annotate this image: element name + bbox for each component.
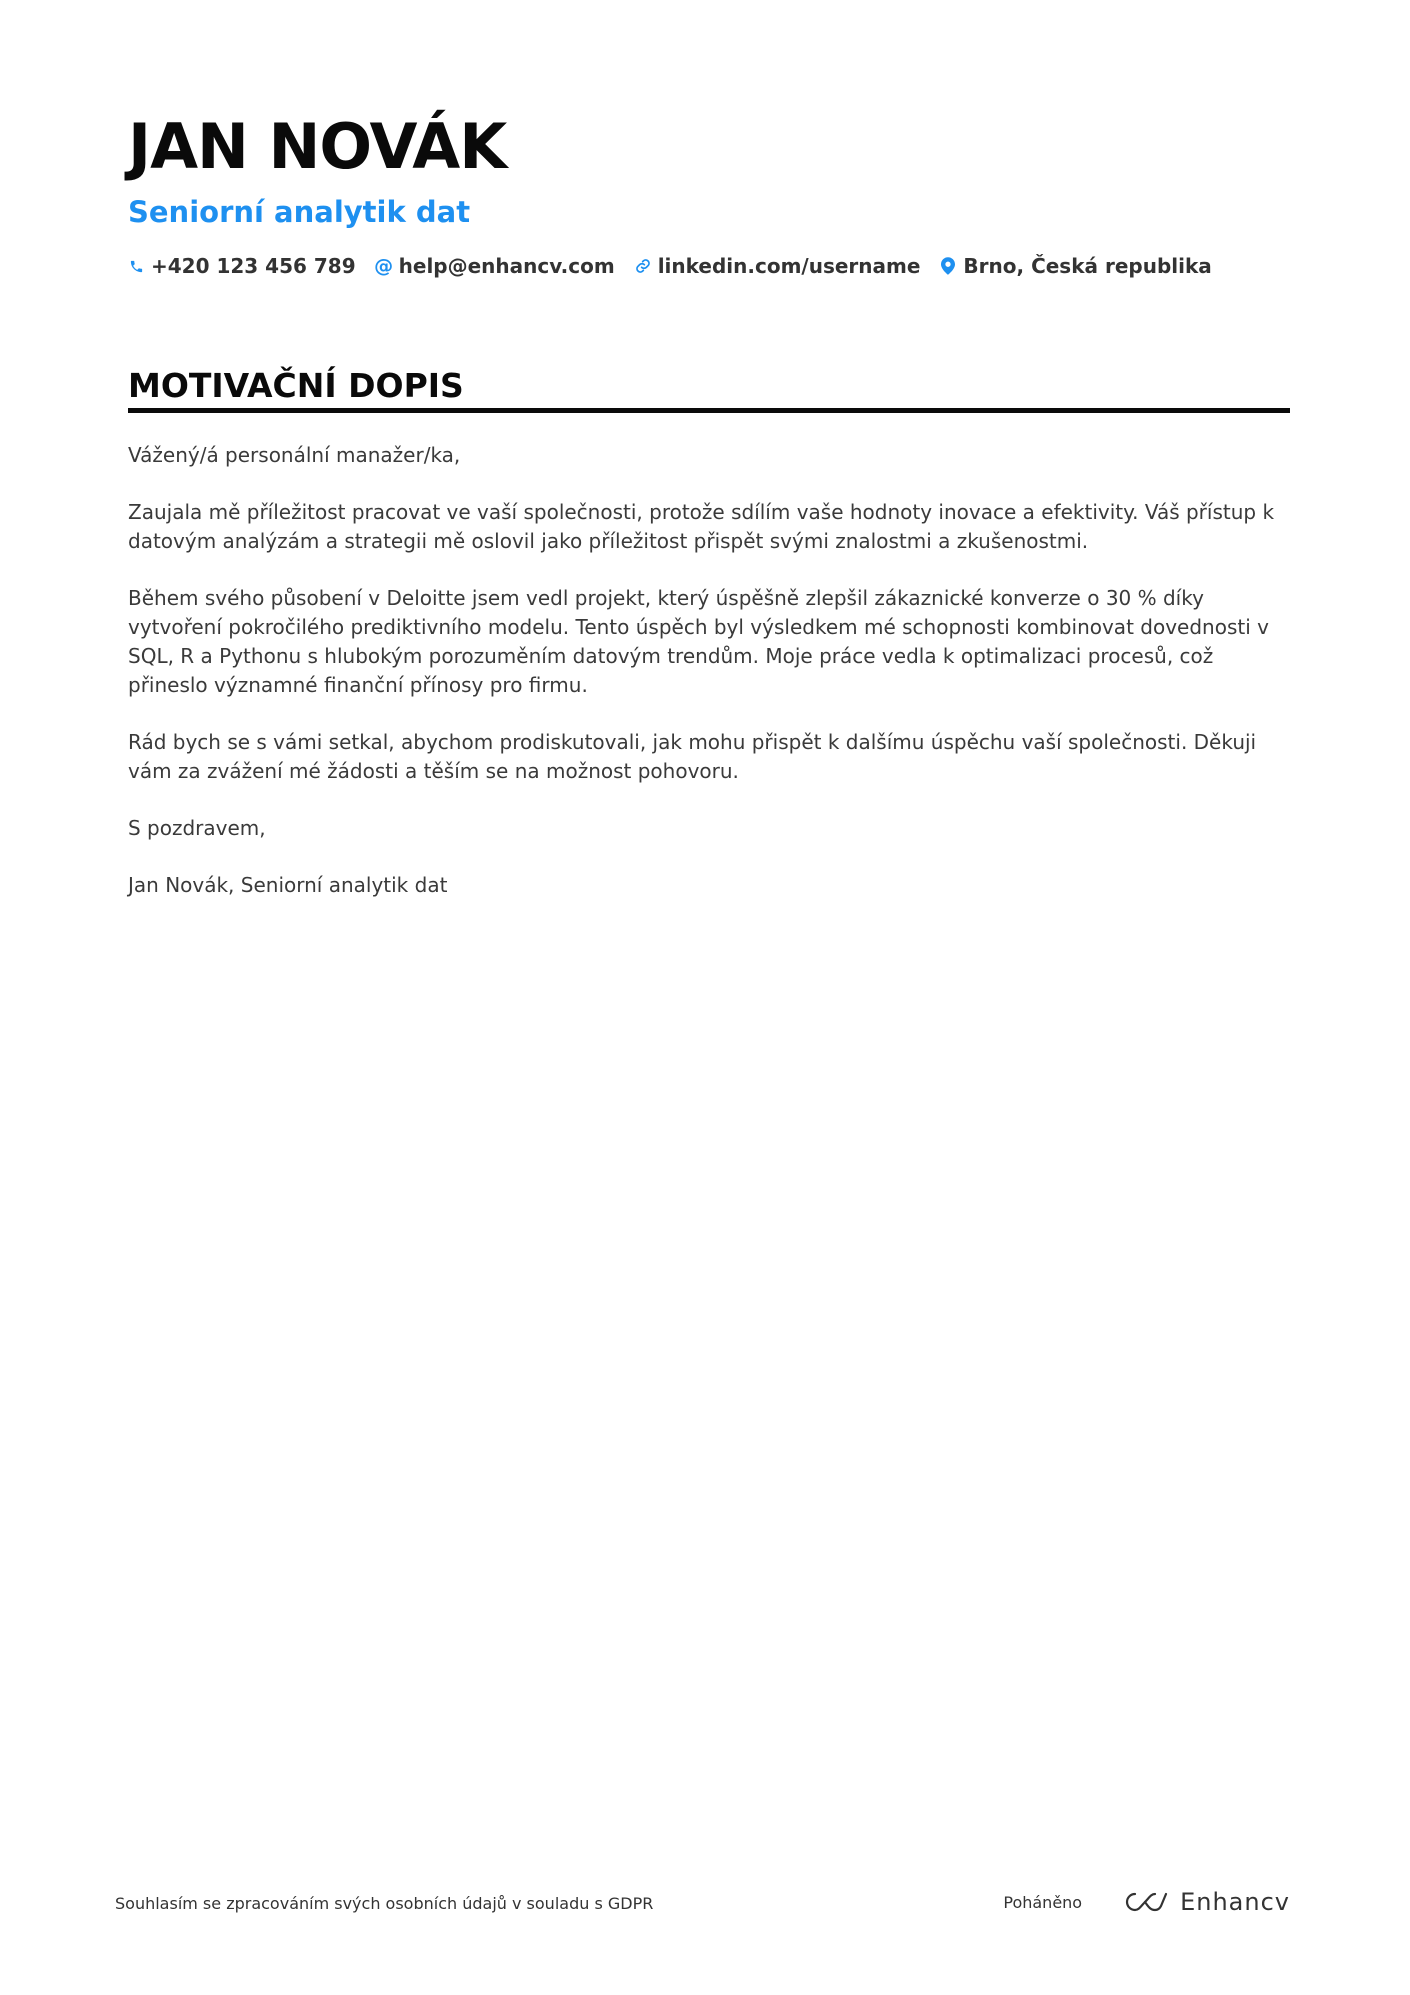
phone-text[interactable]: +420 123 456 789 <box>151 254 356 278</box>
applicant-role: Seniorní analytik dat <box>128 195 471 229</box>
at-icon: @ <box>374 255 394 277</box>
letter-paragraph: Rád bych se s vámi setkal, abychom prodiskutovali, jak mohu přispět k dalšímu úspěchu vaší společnosti. Děkuji vám za zvážení mé žádosti a těším se na možnost pohovoru. <box>128 730 1257 783</box>
contact-linkedin <box>635 254 921 278</box>
letter-closing: S pozdravem, <box>128 816 266 840</box>
enhancv-logo-icon <box>1122 1889 1168 1915</box>
linkedin-text[interactable]: linkedin.com/username <box>657 254 921 278</box>
link-icon <box>635 256 651 276</box>
contact-phone <box>128 254 356 278</box>
letter-signature: Jan Novák, Seniorní analytik dat <box>128 873 448 897</box>
email-text[interactable]: help@enhancv.com <box>398 254 615 278</box>
letter-paragraph: Zaujala mě příležitost pracovat ve vaší společnosti, protože sdílím vaše hodnoty inovace a efektivity. Váš přístup k datovým analýzám a strategii mě oslovil jako příležitost přispět svými znalostmi a zkušenostmi. <box>128 500 1275 553</box>
contact-email <box>376 254 615 278</box>
powered-by-label: Poháněno <box>1003 1892 1083 1912</box>
applicant-name: JAN NOVÁK <box>128 110 507 183</box>
footer-branding <box>1003 1888 1290 1916</box>
gdpr-consent: Souhlasím se zpracováním svých osobních údajů v souladu s GDPR <box>115 1894 654 1913</box>
letter-body <box>128 441 1290 900</box>
location-text: Brno, Česká republika <box>963 254 1212 278</box>
location-pin-icon <box>940 256 956 276</box>
header <box>128 112 1288 278</box>
contact-location <box>940 254 1211 278</box>
contact-bar <box>128 254 1288 278</box>
letter-paragraph: Během svého působení v Deloitte jsem vedl projekt, který úspěšně zlepšil zákaznické konverze o 30 % díky vytvoření pokročilého prediktivního modelu. Tento úspěch byl výsledkem mé schopnosti kombinovat dovednosti v SQL, R a Pythonu s hlubokým porozuměním datovým trendům. Moje práce vedla k optimalizaci procesů, což přineslo významné finanční přínosy pro firmu. <box>128 586 1269 697</box>
enhancv-brand[interactable] <box>1122 1888 1290 1916</box>
brand-name: Enhancv <box>1180 1888 1290 1916</box>
letter-greeting: Vážený/á personální manažer/ka, <box>128 443 461 467</box>
section-title: MOTIVAČNÍ DOPIS <box>128 366 464 405</box>
section-divider <box>128 408 1290 413</box>
cover-letter-section <box>128 366 1290 928</box>
phone-icon <box>128 256 144 276</box>
